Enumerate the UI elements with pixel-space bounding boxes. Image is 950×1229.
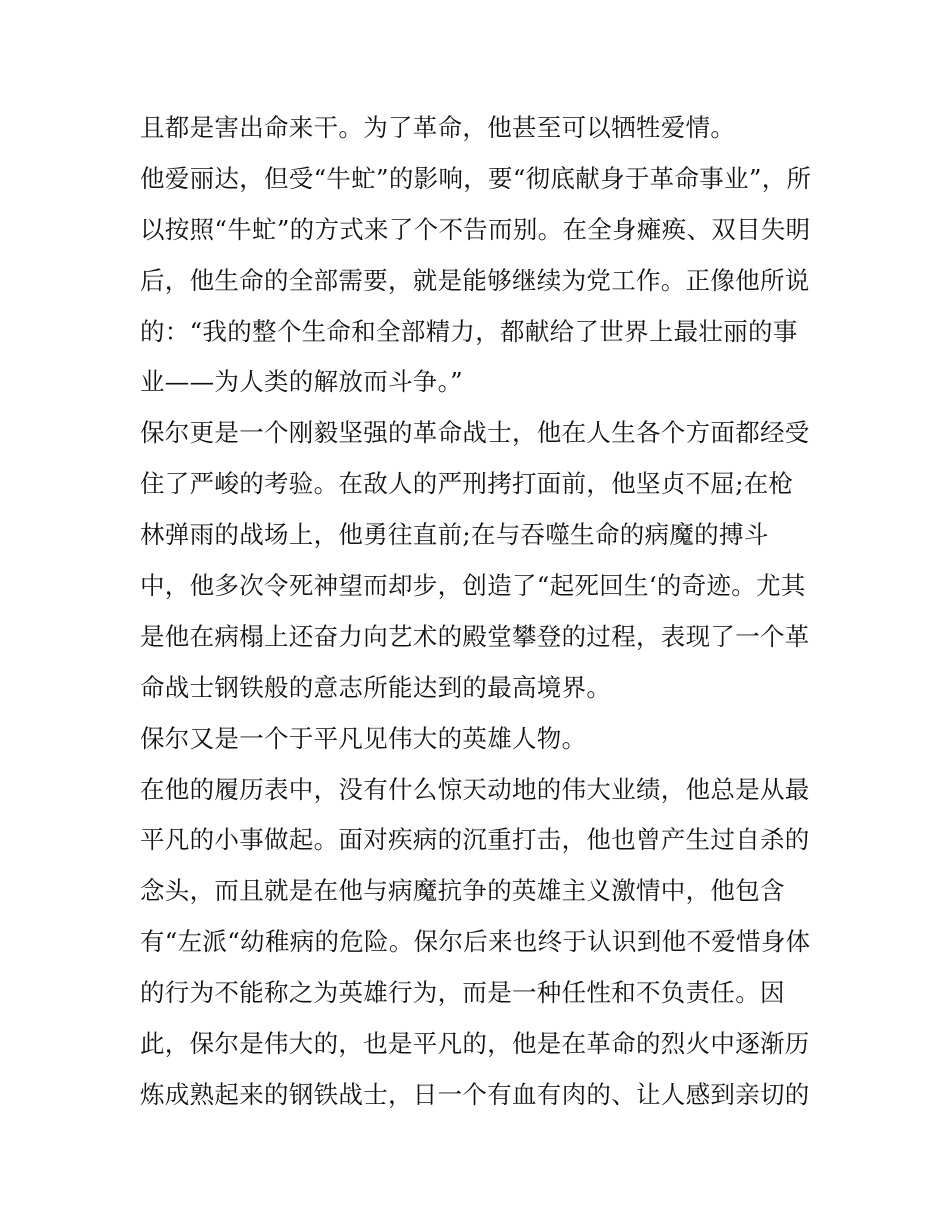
text-line: 中，他多次令死神望而却步，创造了“起死回生‘的奇迹。尤其: [140, 571, 806, 601]
text-line: 在他的履历表中，没有什么惊天动地的伟大业绩，他总是从最: [140, 774, 810, 804]
text-line: 有“左派“幼稚病的危险。保尔后来也终于认识到他不爱惜身体: [140, 927, 811, 957]
body-text: [140, 103, 820, 1121]
text-line: 此，保尔是伟大的，也是平凡的，他是在革命的烈火中逐渐历: [140, 1029, 810, 1059]
text-line: 念头，而且就是在他与病魔抗争的英雄主义激情中，他包含: [140, 876, 785, 906]
text-line: 的：“我的整个生命和全部精力，都献给了世界上最壮丽的事: [140, 316, 798, 346]
text-line: 且都是害出命来干。为了革命，他甚至可以牺牲爱情。: [140, 113, 736, 142]
text-line: 炼成熟起来的钢铁战士，日一个有血有肉的、让人感到亲切的: [140, 1079, 810, 1109]
text-line: 林弹雨的战场上，他勇往直前;在与吞噬生命的病魔的搏斗: [140, 520, 769, 550]
text-line: 保尔又是一个于平凡见伟大的英雄人物。: [140, 723, 587, 753]
text-line: 平凡的小事做起。面对疾病的沉重打击，他也曾产生过自杀的: [140, 825, 810, 855]
text-line: 以按照“牛虻”的方式来了个不告而别。在全身瘫痪、双目失明: [140, 214, 811, 244]
text-line: 是他在病榻上还奋力向艺术的殿堂攀登的过程，表现了一个革: [140, 621, 810, 651]
text-line: 的行为不能称之为英雄行为，而是一种任性和不负责任。因: [140, 978, 785, 1008]
text-line: 命战士钢铁般的意志所能达到的最高境界。: [140, 672, 612, 702]
text-line: 他爱丽达，但受“牛虻”的影响，要“彻底献身于革命事业”，所: [140, 163, 812, 193]
text-line: 保尔更是一个刚毅坚强的革命战士，他在人生各个方面都经受: [140, 418, 810, 448]
text-line: 后，他生命的全部需要，就是能够继续为党工作。正像他所说: [140, 265, 810, 295]
text-line: 业——为人类的解放而斗争。”: [140, 367, 463, 397]
text-line: 住了严峻的考验。在敌人的严刑拷打面前，他坚贞不屈;在枪: [140, 469, 794, 499]
